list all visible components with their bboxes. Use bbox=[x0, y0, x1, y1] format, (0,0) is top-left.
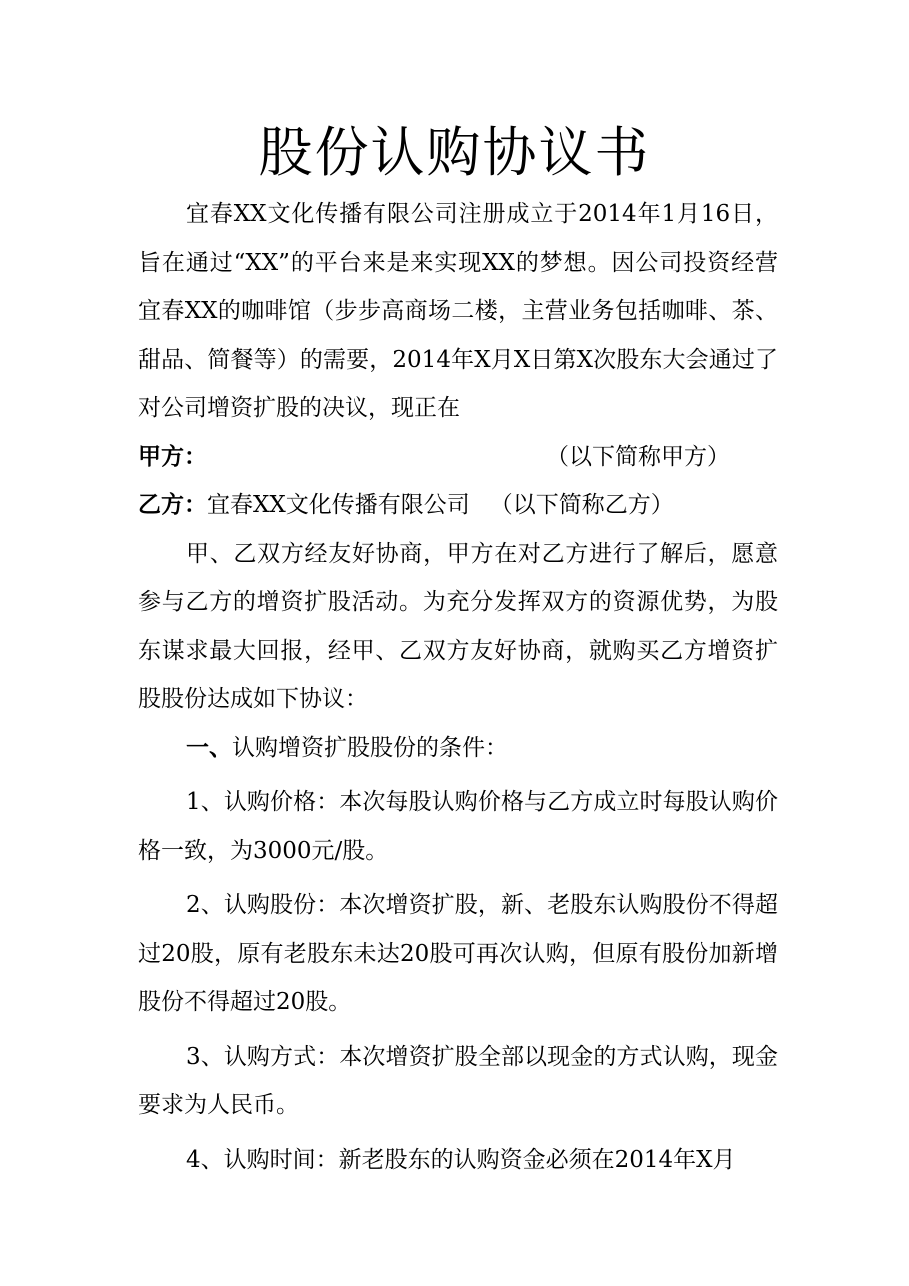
clause-3: 3、认购方式：本次增资扩股全部以现金的方式认购，现金要求为人民币。 bbox=[138, 1043, 778, 1118]
document-body bbox=[138, 190, 778, 1184]
section-1-number: 一、 bbox=[186, 734, 232, 761]
party-b-label: 乙方： bbox=[138, 492, 207, 518]
party-a-line bbox=[138, 433, 778, 482]
agreement-intro-paragraph: 甲、乙双方经友好协商，甲方在对乙方进行了解后，愿意参与乙方的增资扩股活动。为充分发挥双方的资源优势，为股东谋求最大回报，经甲、乙双方友好协商，就购买乙方增资扩股股份达成如下协议： bbox=[138, 540, 778, 712]
section-1-heading bbox=[138, 724, 778, 773]
party-a-note: （以下简称甲方） bbox=[546, 443, 730, 470]
clause-1: 1、认购价格：本次每股认购价格与乙方成立时每股认购价格一致，为3000元/股。 bbox=[138, 789, 778, 864]
party-b-name: 宜春XX文化传播有限公司 bbox=[207, 492, 470, 518]
party-a-label: 甲方： bbox=[138, 443, 207, 470]
party-b-note: （以下简称乙方） bbox=[489, 492, 674, 518]
document-title: 股份认购协议书 bbox=[258, 121, 651, 184]
clause-4: 4、认购时间：新老股东的认购资金必须在2014年X月 bbox=[186, 1146, 736, 1173]
clause-2: 2、认购股份：本次增资扩股，新、老股东认购股份不得超过20股，原有老股东未达20股可再次认购，但原有股份加新增股份不得超过20股。 bbox=[138, 892, 778, 1015]
section-1-title: 认购增资扩股股份的条件： bbox=[232, 734, 508, 761]
intro-paragraph: 宜春XX文化传播有限公司注册成立于2014年1月16日，旨在通过“XX”的平台来是来实现XX的梦想。因公司投资经营宜春XX的咖啡馆（步步高商场二楼，主营业务包括咖啡、茶、甜品、简餐等）的需要，2014年X月X日第X次股东大会通过了对公司增资扩股的决议，现正在 bbox=[138, 201, 778, 421]
party-b-line bbox=[138, 481, 778, 530]
